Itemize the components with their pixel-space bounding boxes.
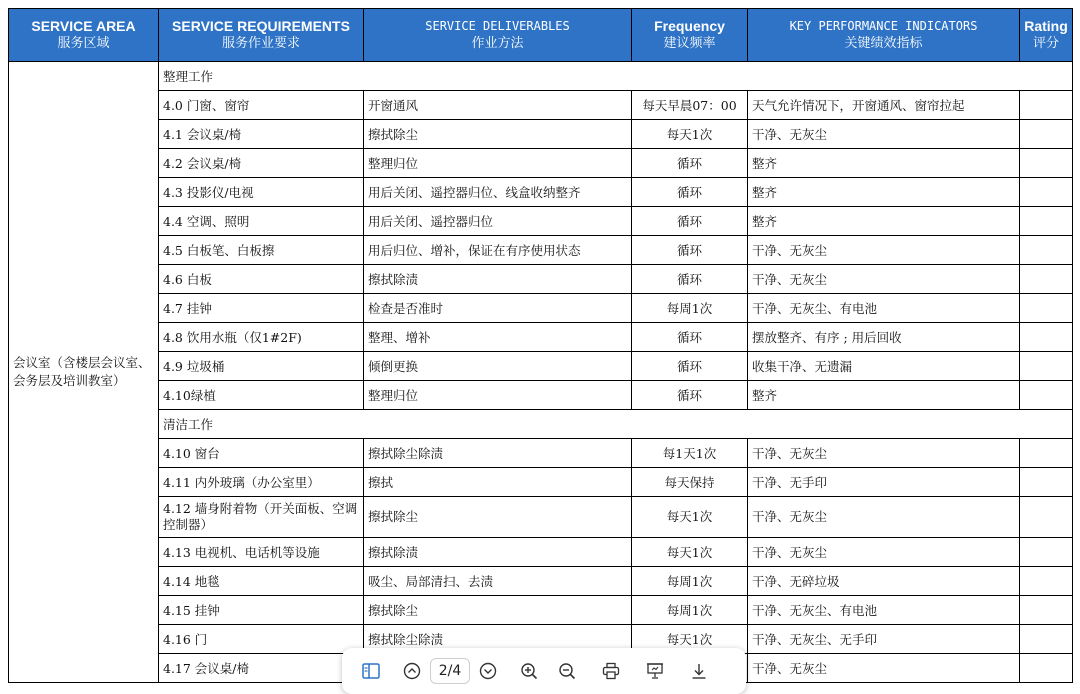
req-cell: 4.4 空调、照明: [159, 207, 364, 236]
freq-cell: 循环: [632, 149, 748, 178]
header-kpi: [748, 9, 1020, 62]
kpi-cell: 干净、无灰尘: [748, 120, 1020, 149]
header-service-requirements: [159, 9, 364, 62]
rating-cell[interactable]: [1020, 265, 1073, 294]
deliv-cell: 擦拭除尘: [364, 596, 632, 625]
header-rating-en: Rating: [1024, 18, 1068, 34]
deliv-cell: 用后归位、增补，保证在有序使用状态: [364, 236, 632, 265]
freq-cell: 循环: [632, 381, 748, 410]
deliv-cell: 检查是否准时: [364, 294, 632, 323]
sidebar-icon[interactable]: [352, 656, 390, 686]
chevron-down-icon[interactable]: [472, 656, 504, 686]
kpi-cell: 干净、无灰尘、有电池: [748, 294, 1020, 323]
service-area-cell: 会议室（含楼层会议室、会务层及培训教室）: [9, 62, 159, 683]
table-row: [9, 439, 1073, 468]
rating-cell[interactable]: [1020, 120, 1073, 149]
table-row: [9, 91, 1073, 120]
kpi-cell: 干净、无碎垃圾: [748, 567, 1020, 596]
freq-cell: 每周1次: [632, 596, 748, 625]
deliv-cell: 擦拭除尘除渍: [364, 625, 632, 654]
freq-cell: 循环: [632, 352, 748, 381]
kpi-cell: 干净、无灰尘: [748, 538, 1020, 567]
rating-cell[interactable]: [1020, 352, 1073, 381]
table-row: [9, 120, 1073, 149]
rating-cell[interactable]: [1020, 654, 1073, 683]
freq-cell: 每周1次: [632, 294, 748, 323]
freq-cell: 每天1次: [632, 538, 748, 567]
table-row: [9, 497, 1073, 538]
freq-cell: 循环: [632, 323, 748, 352]
header-rating-zh: 评分: [1032, 36, 1059, 51]
section-row: [9, 410, 1073, 439]
table-row: [9, 468, 1073, 497]
req-cell: 4.15 挂钟: [159, 596, 364, 625]
kpi-cell: 整齐: [748, 207, 1020, 236]
rating-cell[interactable]: [1020, 236, 1073, 265]
print-icon[interactable]: [592, 656, 630, 686]
header-frequency: [632, 9, 748, 62]
kpi-cell: 干净、无灰尘、有电池: [748, 596, 1020, 625]
header-area-en: SERVICE AREA: [31, 18, 136, 34]
rating-cell[interactable]: [1020, 323, 1073, 352]
kpi-cell: 干净、无灰尘: [748, 236, 1020, 265]
req-cell: 4.17 会议桌/椅: [159, 654, 364, 683]
kpi-cell: 干净、无灰尘: [748, 439, 1020, 468]
freq-cell: 每天1次: [632, 120, 748, 149]
deliv-cell: 用后关闭、遥控器归位、线盒收纳整齐: [364, 178, 632, 207]
deliv-cell: 用后关闭、遥控器归位: [364, 207, 632, 236]
rating-cell[interactable]: [1020, 468, 1073, 497]
table-row: [9, 352, 1073, 381]
header-kpi-en: KEY PERFORMANCE INDICATORS: [789, 19, 978, 33]
table-row: [9, 538, 1073, 567]
header-area-zh: 服务区域: [57, 36, 110, 51]
deliv-cell: 擦拭除尘: [364, 120, 632, 149]
table-row: [9, 567, 1073, 596]
req-cell: 4.12 墙身附着物（开关面板、空调控制器）: [159, 497, 364, 538]
req-cell: 4.10 窗台: [159, 439, 364, 468]
rating-cell[interactable]: [1020, 149, 1073, 178]
deliv-cell: 开窗通风: [364, 91, 632, 120]
watermark: ​: [938, 244, 1022, 344]
header-kpi-zh: 关键绩效指标: [844, 36, 923, 51]
freq-cell: 每1天1次: [632, 439, 748, 468]
kpi-cell: 天气允许情况下，开窗通风、窗帘拉起: [748, 91, 1020, 120]
header-service-area: [9, 9, 159, 62]
rating-cell[interactable]: [1020, 567, 1073, 596]
req-cell: 4.16 门: [159, 625, 364, 654]
freq-cell: 每天保持: [632, 468, 748, 497]
req-cell: 4.5 白板笔、白板擦: [159, 236, 364, 265]
rating-cell[interactable]: [1020, 178, 1073, 207]
deliv-cell: 整理、增补: [364, 323, 632, 352]
zoom-in-icon[interactable]: [510, 656, 548, 686]
table-row: [9, 596, 1073, 625]
header-req-en: SERVICE REQUIREMENTS: [172, 18, 350, 34]
header-rating: [1020, 9, 1073, 62]
deliv-cell: 吸尘、局部清扫、去渍: [364, 567, 632, 596]
kpi-cell: 摆放整齐、有序 ; 用后回收: [748, 323, 1020, 352]
header-deliv-zh: 作业方法: [471, 36, 524, 51]
header-service-deliverables: [364, 9, 632, 62]
deliv-cell: 倾倒更换: [364, 352, 632, 381]
table-row: [9, 236, 1073, 265]
rating-cell[interactable]: [1020, 91, 1073, 120]
page-indicator[interactable]: 2/4: [430, 658, 470, 684]
req-cell: 4.7 挂钟: [159, 294, 364, 323]
deliv-cell: 整理归位: [364, 149, 632, 178]
table-row: [9, 178, 1073, 207]
freq-cell: 每天早晨07：00: [632, 91, 748, 120]
section-row: [9, 62, 1073, 91]
header-req-zh: 服务作业要求: [221, 36, 300, 51]
zoom-out-icon[interactable]: [548, 656, 586, 686]
table-header-row: [9, 9, 1073, 62]
kpi-cell: 整齐: [748, 178, 1020, 207]
table-row: [9, 149, 1073, 178]
section-title: 整理工作: [159, 62, 1073, 91]
req-cell: 4.11 内外玻璃（办公室里）: [159, 468, 364, 497]
chevron-up-icon[interactable]: [396, 656, 428, 686]
presentation-icon[interactable]: [636, 656, 674, 686]
rating-cell[interactable]: [1020, 625, 1073, 654]
req-cell: 4.13 电视机、电话机等设施: [159, 538, 364, 567]
freq-cell: 循环: [632, 236, 748, 265]
rating-cell[interactable]: [1020, 596, 1073, 625]
deliv-cell: 擦拭除渍: [364, 265, 632, 294]
kpi-cell: 干净、无手印: [748, 468, 1020, 497]
rating-cell[interactable]: [1020, 497, 1073, 538]
table-row: [9, 381, 1073, 410]
req-cell: 4.10绿植: [159, 381, 364, 410]
freq-cell: 循环: [632, 265, 748, 294]
section-title: 清洁工作: [159, 410, 1073, 439]
table-row: [9, 265, 1073, 294]
deliv-cell: 擦拭除尘除渍: [364, 439, 632, 468]
kpi-cell: 干净、无灰尘: [748, 497, 1020, 538]
download-icon[interactable]: [680, 656, 718, 686]
header-freq-en: Frequency: [654, 18, 725, 34]
kpi-cell: 整齐: [748, 149, 1020, 178]
req-cell: 4.0 门窗、窗帘: [159, 91, 364, 120]
req-cell: 4.3 投影仪/电视: [159, 178, 364, 207]
table-row: [9, 207, 1073, 236]
freq-cell: 每天1次: [632, 625, 748, 654]
freq-cell: 循环: [632, 178, 748, 207]
req-cell: 4.2 会议桌/椅: [159, 149, 364, 178]
table-row: [9, 294, 1073, 323]
rating-cell[interactable]: [1020, 294, 1073, 323]
freq-cell: 循环: [632, 207, 748, 236]
deliv-cell: 擦拭除尘: [364, 497, 632, 538]
rating-cell[interactable]: [1020, 538, 1073, 567]
rating-cell[interactable]: [1020, 439, 1073, 468]
kpi-cell: 收集干净、无遗漏: [748, 352, 1020, 381]
req-cell: 4.8 饮用水瓶（仅1#2F): [159, 323, 364, 352]
rating-cell[interactable]: [1020, 207, 1073, 236]
freq-cell: 每周1次: [632, 567, 748, 596]
deliv-cell: 整理归位: [364, 381, 632, 410]
req-cell: 4.14 地毯: [159, 567, 364, 596]
deliv-cell: 擦拭除渍: [364, 538, 632, 567]
service-table: [8, 8, 1073, 683]
header-freq-zh: 建议频率: [663, 36, 716, 51]
deliv-cell: 擦拭: [364, 468, 632, 497]
kpi-cell: 干净、无灰尘、无手印: [748, 625, 1020, 654]
req-cell: 4.6 白板: [159, 265, 364, 294]
req-cell: 4.1 会议桌/椅: [159, 120, 364, 149]
freq-cell: 每天1次: [632, 497, 748, 538]
kpi-cell: 干净、无灰尘: [748, 265, 1020, 294]
req-cell: 4.9 垃圾桶: [159, 352, 364, 381]
kpi-cell: 干净、无灰尘: [748, 654, 1020, 683]
table-row: [9, 323, 1073, 352]
pdf-viewer-toolbar: [342, 648, 746, 694]
kpi-cell: 整齐: [748, 381, 1020, 410]
rating-cell[interactable]: [1020, 381, 1073, 410]
header-deliv-en: SERVICE DELIVERABLES: [425, 19, 570, 33]
